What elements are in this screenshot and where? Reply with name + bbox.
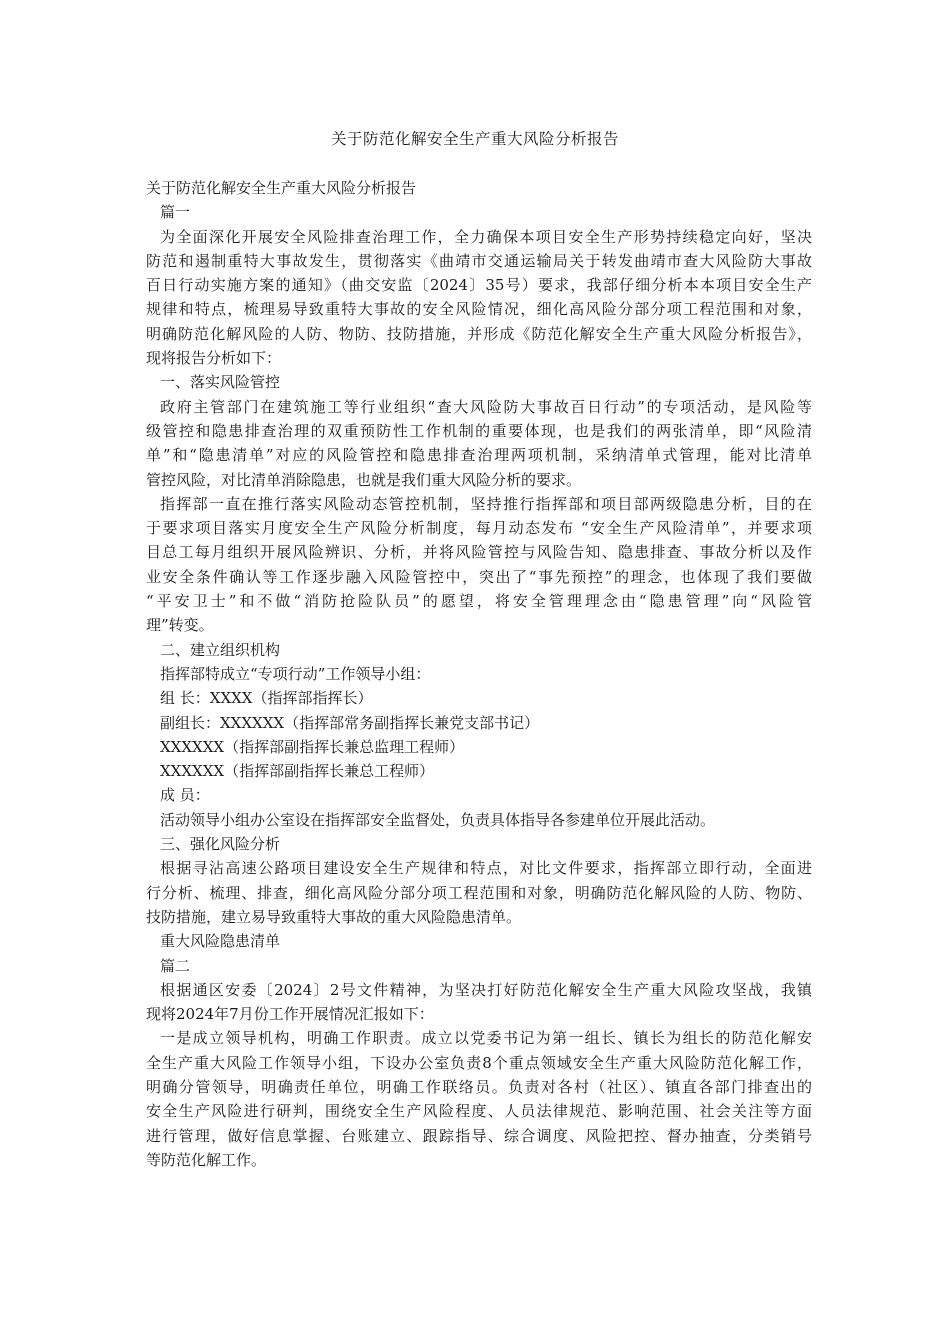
text-line: 政府主管部门在建筑施工等行业组织“查大风险防大事故百日行动”的专项活动，是风险等	[160, 397, 812, 416]
text-line: 明确分管领导，明确责任单位，明确工作联络员。负责对各村（社区）、镇直各部门排查出的	[146, 1077, 812, 1096]
text-line: XXXXXX（指挥部副指挥长兼总监理工程师）	[160, 737, 465, 756]
document-title: 关于防范化解安全生产重大风险分析报告	[330, 130, 619, 148]
text-line: 三、强化风险分析	[160, 835, 281, 854]
text-line: 单”和“隐患清单”对应的风险管控和隐患排查治理两项机制，采纳清单式管理，能对比清单	[146, 446, 812, 465]
text-line: 规律和特点，梳理易导致重特大事故的安全风险情况，细化高风险分部分项工程范围和对象，	[146, 300, 812, 319]
text-line: 指挥部一直在推行落实风险动态管控机制，坚持推行指挥部和项目部两级隐患分析，目的在	[160, 494, 812, 513]
text-line: 技防措施，建立易导致重特大事故的重大风险隐患清单。	[146, 907, 522, 926]
text-line: 管控风险，对比清单消除隐患，也就是我们重大风险分析的要求。	[146, 470, 582, 489]
text-line: 指挥部特成立“专项行动”工作领导小组：	[160, 664, 431, 683]
text-line: 成 员：	[160, 786, 210, 805]
text-line: 业安全条件确认等工作逐步融入风险管控中，突出了“事先预控”的理念，也体现了我们要做	[146, 567, 812, 586]
text-line: 关于防范化解安全生产重大风险分析报告	[146, 179, 417, 197]
text-line: 明确防范化解风险的人防、物防、技防措施，并形成《防范化解安全生产重大风险分析报告》，	[146, 324, 812, 343]
text-line: 篇一	[160, 203, 191, 222]
text-line: 百日行动实施方案的通知》（曲交安监〔2024〕35号）要求，我部仔细分析本本项目安全生产	[146, 276, 812, 295]
text-line: 根据寻沾高速公路项目建设安全生产规律和特点，对比文件要求，指挥部立即行动，全面进	[160, 859, 812, 878]
text-line: 目总工每月组织开展风险辨识、分析，并将风险管控与风险告知、隐患排查、事故分析以及作	[146, 543, 812, 562]
text-line: 一是成立领导机构，明确工作职责。成立以党委书记为第一组长、镇长为组长的防范化解安	[160, 1029, 812, 1048]
text-line: 级管控和隐患排查治理的双重预防性工作机制的重要体现，也是我们的两张清单，即“风险清	[146, 421, 812, 440]
text-line: 为全面深化开展安全风险排查治理工作，全力确保本项目安全生产形势持续稳定向好，坚决	[160, 227, 812, 246]
text-line: “平安卫士”和不做“消防抢险队员”的愿望，将安全管理理念由“隐患管理”向“风险管	[146, 592, 812, 611]
text-line: 根据通区安委〔2024〕2号文件精神，为坚决打好防范化解安全生产重大风险攻坚战，我镇	[160, 980, 812, 999]
text-line: 一、落实风险管控	[160, 373, 281, 392]
text-line: 理”转变。	[146, 616, 214, 635]
text-line: 防范和遏制重特大事故发生，贯彻落实《曲靖市交通运输局关于转发曲靖市查大风险防大事故	[146, 251, 812, 270]
text-line: 副组长：XXXXXX（指挥部常务副指挥长兼党支部书记）	[160, 713, 540, 732]
text-line: 活动领导小组办公室设在指挥部安全监督处，负责具体指导各参建单位开展此活动。	[160, 810, 716, 829]
text-line: 安全生产风险进行研判，围绕安全生产风险程度、人员法律规范、影响范围、社会关注等方面	[146, 1102, 812, 1121]
text-line: 行分析、梳理、排查，细化高风险分部分项工程范围和对象，明确防范化解风险的人防、物防、	[146, 883, 812, 902]
text-line: 现将2024年7月份工作开展情况汇报如下：	[146, 1005, 434, 1024]
text-line: 于要求项目落实月度安全生产风险分析制度，每月动态发布 “安全生产风险清单”，并要求项	[146, 519, 812, 538]
text-line: 二、建立组织机构	[160, 640, 281, 659]
document-body	[146, 176, 812, 1172]
text-line: 等防范化解工作。	[146, 1150, 267, 1169]
text-line: 进行管理，做好信息掌握、台账建立、跟踪指导、综合调度、风险把控、督办抽查，分类销号	[146, 1126, 812, 1145]
text-line: 篇二	[160, 956, 191, 975]
text-line: 重大风险隐患清单	[160, 932, 281, 951]
text-line: 组 长：XXXX（指挥部指挥长）	[160, 689, 373, 708]
text-line: 现将报告分析如下：	[146, 349, 282, 368]
text-line: XXXXXX（指挥部副指挥长兼总工程师）	[160, 762, 435, 781]
text-line: 全生产重大风险工作领导小组，下设办公室负责8个重点领域安全生产重大风险防范化解工作，	[146, 1053, 812, 1072]
